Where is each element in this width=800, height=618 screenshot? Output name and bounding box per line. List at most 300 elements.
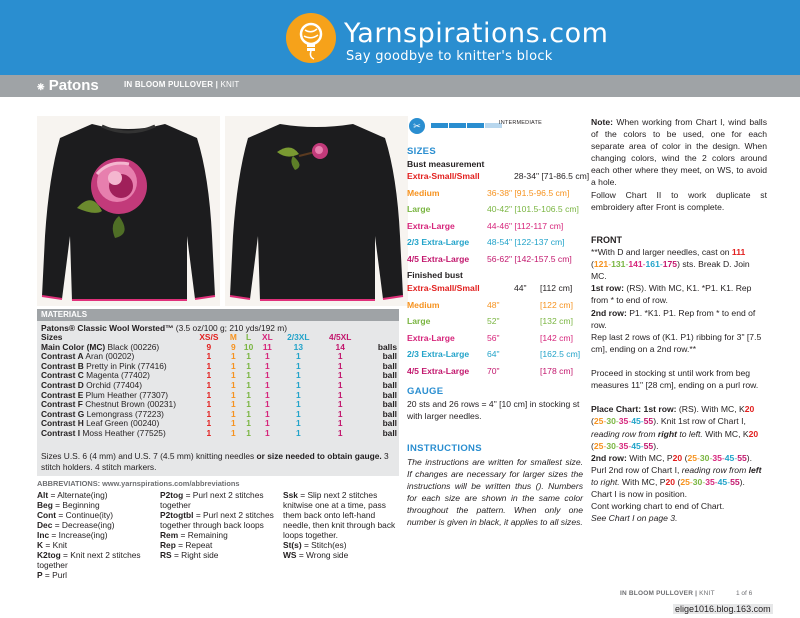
footer-title: IN BLOOM PULLOVER | KNIT: [620, 590, 715, 597]
size-number: 45: [631, 416, 641, 427]
ball-count: 1: [206, 379, 212, 390]
patons-logo-icon: ❋: [37, 82, 45, 92]
ball-count: 1: [206, 351, 212, 362]
ball-unit: balls: [377, 341, 397, 352]
ball-count: 1: [295, 351, 301, 362]
chart-position-text: Chart I is now in position.: [591, 488, 688, 499]
abbreviation-entry: [37, 530, 147, 540]
chart-row2-b: . Purl 2nd row of Chart I,: [591, 452, 753, 475]
abbreviation-entry: [283, 490, 401, 540]
finished-size-label: 2/3 Extra-Large: [407, 349, 470, 359]
abbreviation-key: Dec: [37, 520, 53, 530]
ball-count: 1: [295, 389, 301, 400]
bust-size-label: 2/3 Extra-Large: [407, 237, 470, 247]
color-shade: Plum Heather (77307): [83, 389, 169, 400]
abbreviation-entry: [283, 550, 401, 560]
cont-text: Cont working chart to end of Chart.: [591, 501, 725, 512]
ball-unit: ball: [382, 389, 397, 400]
ball-count: 1: [230, 427, 236, 438]
size-number: 25: [680, 476, 690, 487]
note-block: [591, 116, 767, 213]
size-dash: -: [625, 259, 629, 270]
bust-size-label: Medium: [407, 187, 440, 198]
color-shade: Lemongrass (77223): [84, 408, 164, 419]
size-dash: -: [734, 452, 738, 463]
ball-count: 1: [265, 360, 270, 371]
size-dash: -: [689, 476, 693, 487]
materials-table: [41, 333, 397, 439]
chart-row2-italic-1: reading row from: [681, 464, 749, 475]
finished-row: [407, 333, 587, 343]
chart-row2-label: 2nd row:: [591, 452, 627, 463]
size-number: 25: [593, 440, 604, 451]
sweater-front-photo: [37, 116, 220, 306]
bust-row: [407, 254, 587, 264]
ball-count: 1: [337, 360, 343, 371]
ball-count: 1: [206, 418, 212, 429]
place-chart-label: Place Chart: 1st row:: [591, 404, 677, 415]
pattern-title: IN BLOOM PULLOVER | KNIT: [124, 80, 240, 89]
abbreviation-value: = Right side: [171, 550, 219, 560]
needles-sizes: Sizes U.S. 6 (4 mm) and U.S. 7 (4.5 mm) knitting needles: [41, 451, 257, 461]
color-name: [41, 429, 191, 439]
ball-count: 1: [206, 399, 212, 410]
ball-count: 1: [295, 399, 301, 410]
finished-row: [407, 300, 587, 310]
bust-row: [407, 188, 587, 198]
ball-count: 1: [265, 351, 270, 362]
abbreviation-entry: [37, 550, 147, 570]
chart-row2-sizes-b: 20 (25-30-35-45-55): [665, 476, 743, 487]
color-label: Contrast F: [41, 399, 83, 410]
finished-size-inch: 48": [487, 299, 500, 310]
abbreviation-value: = Increase(ing): [49, 530, 108, 540]
finished-size-cm: [132 cm]: [540, 316, 573, 326]
yarn-spec: (3.5 oz/100 g; 210 yds/192 m): [175, 323, 288, 333]
ball-count: 1: [337, 418, 343, 429]
ball-unit: ball: [382, 360, 397, 371]
abbreviation-key: P: [37, 570, 43, 580]
size-number: 55: [643, 416, 654, 427]
color-label: Main Color (MC): [41, 341, 106, 352]
ball-count: 9: [230, 341, 236, 352]
ball-count: 1: [246, 427, 251, 438]
ball-count: 1: [265, 427, 270, 438]
ball-count: 11: [262, 341, 272, 352]
finished-size-inch: 64": [487, 349, 500, 359]
ball-unit: ball: [382, 399, 397, 410]
footer-pattern-type: KNIT: [699, 590, 715, 597]
ball-unit: ball: [382, 427, 397, 438]
size-number: 20: [748, 428, 759, 439]
abbreviation-key: K2tog: [37, 550, 61, 560]
abbreviation-entry: [37, 520, 147, 530]
size-dash: -: [615, 440, 619, 451]
abbreviation-entry: [160, 510, 285, 530]
abbreviation-value: = Knit: [43, 540, 68, 550]
chart-row1-a: (RS). With MC, K: [676, 404, 745, 415]
pattern-title-text: IN BLOOM PULLOVER: [124, 80, 214, 89]
bust-size-value: 40-42" [101.5-106.5 cm]: [487, 204, 579, 214]
abbreviation-value: = Repeat: [175, 540, 213, 550]
site-name[interactable]: Yarnspirations.com: [344, 18, 609, 49]
gauge-title: GAUGE: [407, 386, 444, 397]
ball-count: 1: [265, 379, 270, 390]
brand-name: Patons: [48, 77, 99, 94]
size-header-3: XL: [262, 332, 273, 342]
materials-header: MATERIALS: [37, 309, 399, 321]
ball-count: 1: [295, 379, 301, 390]
finished-size-inch: 44": [514, 283, 527, 293]
color-label: Contrast G: [41, 408, 85, 419]
bust-row: [407, 204, 587, 214]
footer-pattern-title: IN BLOOM PULLOVER: [620, 590, 694, 597]
materials-box: [37, 321, 399, 476]
note-text-2: Follow Chart II to work duplicate st embroidery after Front is complete.: [591, 189, 767, 212]
chart-row2-bold: left: [748, 464, 762, 475]
abbreviation-entry: [283, 540, 401, 550]
chart-row1-italic-2: to left.: [676, 428, 703, 439]
abbreviation-value: = Remaining: [178, 530, 228, 540]
finished-row: [407, 283, 587, 293]
bust-row: [407, 171, 590, 181]
abbreviation-key: Ssk: [283, 490, 298, 500]
blog-watermark: elige1016.blog.163.com: [675, 604, 771, 614]
abbreviations-col-1: [37, 490, 147, 580]
bust-size-label: 4/5 Extra-Large: [407, 253, 470, 264]
size-number: 35: [705, 476, 715, 487]
page-number: 1 of 6: [736, 590, 753, 597]
yarn-name: Patons® Classic Wool Worsted™: [41, 323, 174, 333]
ball-count: 1: [246, 370, 251, 381]
color-label: Contrast C: [41, 370, 84, 381]
abbreviation-entry: [160, 550, 285, 560]
abbreviation-value: = Decrease(ing): [52, 520, 115, 530]
color-shade: Moss Heather (77525): [80, 427, 166, 438]
finished-size-label: Extra-Small/Small: [407, 283, 480, 293]
size-number: 20: [672, 452, 683, 463]
bust-size-value: 44-46" [112-117 cm]: [487, 220, 564, 231]
finished-size-cm: [178 cm]: [540, 365, 573, 376]
color-shade: Orchid (77404): [83, 379, 142, 390]
size-number: 141: [628, 259, 643, 270]
see-chart-link[interactable]: See Chart I on page 3.: [591, 513, 678, 524]
size-number: 35: [618, 440, 629, 451]
size-number: 20: [744, 404, 755, 415]
size-number: 161: [645, 259, 660, 270]
materials-row: [41, 429, 397, 439]
ball-count: 1: [337, 408, 343, 419]
abbreviation-key: Beg: [37, 500, 53, 510]
site-tagline: Say goodbye to knitter's block: [346, 49, 553, 64]
size-header-5: 4/5XL: [329, 332, 352, 342]
chart-row1-bold: right: [657, 428, 677, 439]
needles-gauge-note: or size needed to obtain gauge.: [256, 451, 382, 461]
ball-unit: ball: [382, 408, 397, 419]
size-number: 111: [731, 247, 746, 258]
chart-row1-sizes-b: 20 (25-30-35-45-55): [591, 428, 759, 451]
abbreviation-entry: [37, 510, 147, 520]
chart-row2-c: With MC, P: [619, 476, 666, 487]
skill-level: [409, 118, 559, 132]
bust-size-value: 56-62" [142-157.5 cm]: [487, 253, 572, 264]
ball-unit: ball: [382, 370, 397, 381]
ball-count: 1: [337, 351, 343, 362]
ball-count: 1: [246, 379, 251, 390]
ball-count: 1: [337, 389, 343, 400]
finished-row: [407, 349, 587, 359]
abbreviation-key: Inc: [37, 530, 50, 540]
ball-count: 1: [295, 370, 301, 381]
finished-row: [407, 366, 587, 376]
size-number: 55: [643, 440, 654, 451]
abbreviation-value: = Purl: [42, 570, 68, 580]
ball-unit: ball: [382, 379, 397, 390]
abbreviation-key: RS: [160, 550, 172, 560]
ball-count: 1: [206, 370, 212, 381]
front-cast-on-end: sts. Break D. Join MC.: [591, 259, 750, 282]
size-dash: -: [642, 259, 646, 270]
size-number: 45: [717, 476, 728, 487]
chart-row2-a: With MC, P: [626, 452, 673, 463]
size-dash: -: [615, 416, 619, 427]
ball-count: 1: [246, 408, 251, 419]
abbreviation-key: St(s): [283, 540, 302, 550]
abbreviation-entry: [37, 500, 147, 510]
abbreviation-entry: [37, 490, 147, 500]
finished-row: [407, 316, 587, 326]
ball-count: 1: [337, 370, 343, 381]
size-number: 55: [737, 452, 747, 463]
abbreviations-col-3: [283, 490, 401, 560]
size-dash: -: [628, 416, 632, 427]
ball-count: 1: [206, 408, 212, 419]
ball-count: 1: [265, 389, 270, 400]
color-shade: Leaf Green (00240): [83, 418, 160, 429]
color-shade: Magenta (77402): [83, 370, 150, 381]
abbreviation-value: = Beginning: [52, 500, 100, 510]
ball-count: 1: [265, 418, 270, 429]
sizes-title: SIZES: [407, 146, 436, 157]
skill-bar: [449, 123, 466, 128]
abbreviation-value: = Alternate(ing): [48, 490, 108, 500]
bust-size-label: Extra-Large: [407, 220, 455, 231]
needles-text: [41, 451, 395, 473]
bust-row: [407, 221, 587, 231]
ball-count: 1: [265, 408, 270, 419]
ball-count: 1: [230, 418, 236, 429]
abbreviation-entry: [160, 490, 285, 510]
ball-count: 1: [206, 427, 212, 438]
chart-row1-italic-1: reading row from: [591, 428, 658, 439]
pattern-type: KNIT: [220, 80, 240, 89]
size-number: 30: [692, 476, 703, 487]
size-dash: -: [640, 416, 644, 427]
size-dash: -: [697, 452, 700, 463]
row2-text: P1. *K1. P1. Rep from * to end of row.: [591, 307, 756, 330]
abbreviation-key: Rep: [160, 540, 176, 550]
size-dash: -: [628, 440, 632, 451]
size-dash: -: [640, 440, 644, 451]
abbreviation-key: P2togtbl: [160, 510, 194, 520]
size-dash: -: [603, 416, 607, 427]
ball-count: 14: [335, 341, 345, 352]
gauge-text: 20 sts and 26 rows = 4" [10 cm] in stocking st with larger needles.: [407, 399, 580, 421]
ball-count: 1: [246, 399, 251, 410]
ball-count: 1: [246, 389, 251, 400]
size-number: 45: [724, 452, 735, 463]
bust-size-value: 48-54" [122-137 cm]: [487, 237, 565, 247]
row1-label: 1st row:: [591, 283, 624, 294]
ball-count: 1: [295, 418, 301, 429]
ball-count: 1: [265, 370, 270, 381]
instructions-title: INSTRUCTIONS: [407, 443, 482, 454]
ball-count: 1: [230, 389, 236, 400]
size-dash: -: [608, 259, 612, 270]
color-shade: Aran (00202): [83, 351, 135, 362]
size-number: 30: [606, 416, 616, 427]
finished-size-inch: 56": [487, 332, 500, 343]
ball-count: 1: [246, 360, 251, 371]
bust-size-label: Extra-Small/Small: [407, 171, 480, 181]
chart-row2-sizes: 20 (25-30-35-45-55): [672, 452, 750, 463]
abbreviation-key: Rem: [160, 530, 179, 540]
finished-size-inch: 52": [487, 316, 500, 326]
sizes-label: Sizes: [41, 332, 63, 342]
ball-count: 1: [230, 408, 236, 419]
ball-count: 1: [295, 427, 301, 438]
finished-size-label: Medium: [407, 299, 440, 310]
finished-size-cm: [162.5 cm]: [540, 349, 581, 359]
chart-row1-b: . Knit 1st row of Chart I,: [656, 416, 746, 427]
abbreviation-key: K: [37, 540, 44, 550]
bust-measurement-title: Bust measurement: [407, 159, 485, 169]
sweater-back-photo: [225, 116, 408, 306]
row2-label: 2nd row:: [591, 307, 627, 318]
note-text: When working from Chart I, wind balls of the colors to be used, one for each separate area of color in the design. When changing colors, wind the 2 colors around each other where they meet, on WS, to avoid a hole.: [591, 117, 767, 188]
size-header-2: L: [246, 332, 252, 342]
abbreviation-value: = Continue(ity): [56, 510, 114, 520]
size-number: 30: [699, 452, 710, 463]
size-number: 175: [662, 259, 678, 270]
ball-count: 1: [230, 360, 236, 371]
ball-count: 1: [337, 379, 343, 390]
color-label: Contrast B: [41, 360, 84, 371]
skill-bar: [467, 123, 484, 128]
ball-count: 1: [246, 418, 251, 429]
finished-size-cm: [122 cm]: [540, 299, 573, 310]
abbreviation-entry: [160, 540, 285, 550]
front-cast-on: **With D and larger needles, cast on: [591, 247, 732, 258]
proceed-text: Proceed in stocking st until work from beg measures 11" [28 cm], ending on a purl row.: [591, 368, 759, 391]
finished-size-label: Extra-Large: [407, 332, 455, 343]
color-label: Contrast E: [41, 389, 84, 400]
skill-level-label: INTERMEDIATE: [499, 120, 542, 126]
abbreviation-value: = Stitch(es): [301, 540, 347, 550]
abbreviation-key: WS: [283, 550, 297, 560]
abbreviation-value: = Slip next 2 stitches knitwise one at a time, pass them back onto left-hand needle, then knit through back loops together.: [283, 490, 396, 540]
ball-count: 1: [206, 360, 212, 371]
ball-count: 1: [337, 427, 343, 438]
bust-size-value: 28-34" [71-86.5 cm]: [514, 171, 590, 181]
chart-row2-italic-2: to right.: [591, 476, 620, 487]
abbreviations-title[interactable]: ABBREVIATIONS: www.yarnspirations.com/abbreviations: [37, 479, 240, 488]
abbreviation-value: = Purl next 2 stitches together: [160, 490, 264, 510]
ball-unit: ball: [382, 351, 397, 362]
size-number: 35: [618, 416, 629, 427]
size-header-1: M: [229, 332, 237, 342]
ball-count: 1: [230, 370, 236, 381]
abbreviation-value: = Purl next 2 stitches together through back loops: [160, 510, 274, 530]
yarnspirations-logo-icon[interactable]: [286, 13, 336, 63]
ball-count: 9: [206, 341, 212, 352]
row1-text: (RS). With MC, K1. *P1. K1. Rep from * to end of row.: [591, 283, 752, 306]
bust-size-label: Large: [407, 204, 431, 214]
bust-row: [407, 237, 587, 247]
scissors-icon: ✂: [409, 118, 425, 134]
size-number: 131: [611, 259, 626, 270]
ball-count: 10: [243, 341, 254, 352]
color-label: Contrast I: [41, 427, 81, 438]
color-label: Contrast H: [41, 418, 84, 429]
finished-bust-title: Finished bust: [407, 270, 463, 280]
ball-count: 1: [206, 389, 212, 400]
ball-count: 13: [293, 341, 303, 352]
abbreviation-key: P2tog: [160, 490, 184, 500]
abbreviation-key: Cont: [37, 510, 57, 520]
notions-text: 3 stitch holders. 4 stitch markers.: [41, 451, 389, 472]
color-label: Contrast A: [41, 351, 84, 362]
ball-count: 1: [230, 379, 236, 390]
finished-size-label: Large: [407, 316, 431, 326]
color-shade: Pretty in Pink (77416): [83, 360, 167, 371]
size-dash: -: [727, 476, 731, 487]
size-number: 35: [712, 452, 722, 463]
size-header-4: 2/3XL: [287, 332, 310, 342]
size-dash: -: [709, 452, 713, 463]
rep-text: Rep last 2 rows of (K1. P1) ribbing for 3" [7.5 cm], ending on a 2nd row.**: [591, 331, 762, 354]
patons-logo: [37, 77, 99, 94]
size-number: 45: [631, 440, 641, 451]
size-number: 30: [606, 440, 616, 451]
front-block: FRONT **With D and larger needles, cast on 111 (121-131-141-161-175) sts. Break D. Join MC. 1st row: (RS). With MC, K1. *P1. K1. Rep from * to end of row. 2nd row: P1. *K1. P1. Rep from * to end of row. Rep last 2 rows of (K1. P1) ribbing for 3" [7.5 cm], ending on a 2nd row.** Proceed in stocking st until work from beg measures 11" [28 cm], ending on a purl row. Place Chart: 1st row: (RS). With MC, K20 (25-30-35-45-55). Knit 1st row of Chart I, reading row from right to left. With MC, K20 (25-30-35-45-55). 2nd row: With MC, P20 (25-30-35-45-55). Purl 2nd row of Chart I, reading row from left to right. With MC, P20 (25-30-35-45-55). Chart I is now in position. Cont working chart to end of Chart. See Chart I on page 3.: [591, 235, 762, 524]
ball-count: 1: [265, 399, 270, 410]
finished-size-cm: [142 cm]: [540, 332, 573, 343]
finished-size-inch: 70": [487, 365, 500, 376]
size-dash: -: [603, 440, 607, 451]
front-title: FRONT: [591, 235, 622, 245]
note-label: Note:: [591, 117, 613, 127]
abbreviation-entry: [37, 540, 147, 550]
chart-row1-c: With MC, K: [702, 428, 749, 439]
abbreviations-col-2: [160, 490, 285, 560]
finished-size-cm: [112 cm]: [540, 283, 573, 293]
skill-bar: [431, 123, 448, 128]
instructions-text: The instructions are written for smallest size. If changes are necessary for larger sizes the instructions will be written thus (). Numbers for each size are shown in the same color throughout the pattern. When only one number is given in black, it applies to all sizes.: [407, 457, 583, 527]
size-number: 55: [730, 476, 740, 487]
size-number: 121: [593, 259, 609, 270]
size-number: 20: [665, 476, 676, 487]
ball-unit: ball: [382, 418, 397, 429]
size-dash: -: [659, 259, 663, 270]
abbreviation-entry: [160, 530, 285, 540]
size-dash: -: [721, 452, 725, 463]
brand-bar: [0, 75, 800, 97]
ball-count: 1: [295, 360, 301, 371]
size-number: 25: [593, 416, 604, 427]
color-label: Contrast D: [41, 379, 84, 390]
size-number: 25: [687, 452, 698, 463]
